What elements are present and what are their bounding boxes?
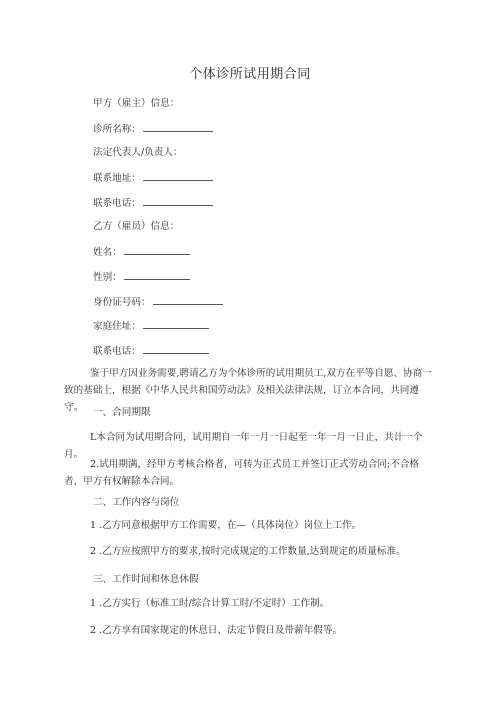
gender-blank[interactable] [124,269,190,280]
section-1-title: 一、合同期限 [93,407,151,418]
b-phone-row [93,343,209,358]
id-row [93,294,223,309]
a-phone-blank[interactable] [143,195,213,206]
b-phone-blank[interactable] [143,343,209,354]
home-address-row [93,318,209,333]
clinic-name-label: 诊所名称： [93,124,141,135]
name-label: 姓名： [93,247,122,258]
a-address-blank[interactable] [143,170,213,181]
home-address-label: 家庭住址： [93,321,141,332]
section-3-item-2: 2 .乙方享有国家规定的休息日、法定节假日及带薪年假等。 [90,625,343,636]
id-blank[interactable] [153,294,223,305]
section-1-item-1: L本合同为试用期合同，试用期自一年一月一日起至一年一月一日止，共计一个月。 [64,432,423,460]
gender-label: 性别： [93,272,122,283]
gender-row [93,269,190,284]
section-3-title: 三、工作时间和休息休假 [93,574,199,585]
preamble-paragraph: 鉴于甲方因业务需要,聘请乙方为个体诊所的试用期员工,双方在平等自愿、协商一致的基础上，根据《中华人民共和国劳动法》及相关法律法规，订立本合同，共同遵守。 [64,368,432,413]
clinic-name-blank[interactable] [143,121,213,132]
legal-rep-label: 法定代表人/负责人： [93,147,183,158]
name-row [93,244,190,259]
b-phone-label: 联系电话： [93,346,141,357]
id-label: 身份证号码： [93,297,151,308]
a-phone-label: 联系电话： [93,198,141,209]
section-2-title: 二、工作内容与岗位 [93,497,180,508]
section-2-item-1: 1 .乙方同意根据甲方工作需要，在—（具体岗位）岗位上工作。 [90,520,362,531]
page-title: 个体诊所试用期合同 [189,67,311,82]
section-3-item-1: 1 .乙方实行（标准工时/综合计算工时/不定时）工作制。 [90,598,330,609]
party-a-header: 甲方（雇主）信息： [93,98,180,109]
name-blank[interactable] [124,244,190,255]
a-phone-row [93,195,213,210]
section-2-item-2: 2 .乙方应按照甲方的要求,按时完成规定的工作数量,达到规定的质量标准。 [90,546,406,557]
a-address-row [93,170,213,185]
party-b-header: 乙方（雇员）信息： [93,221,180,232]
home-address-blank[interactable] [143,318,209,329]
section-1-item-2: 2.试用期满，经甲方考核合格者，可转为正式员工并签订正式劳动合同;不合格者，甲方有权解除本合同。 [64,459,419,487]
clinic-name-row [93,121,213,136]
a-address-label: 联系地址： [93,173,141,184]
